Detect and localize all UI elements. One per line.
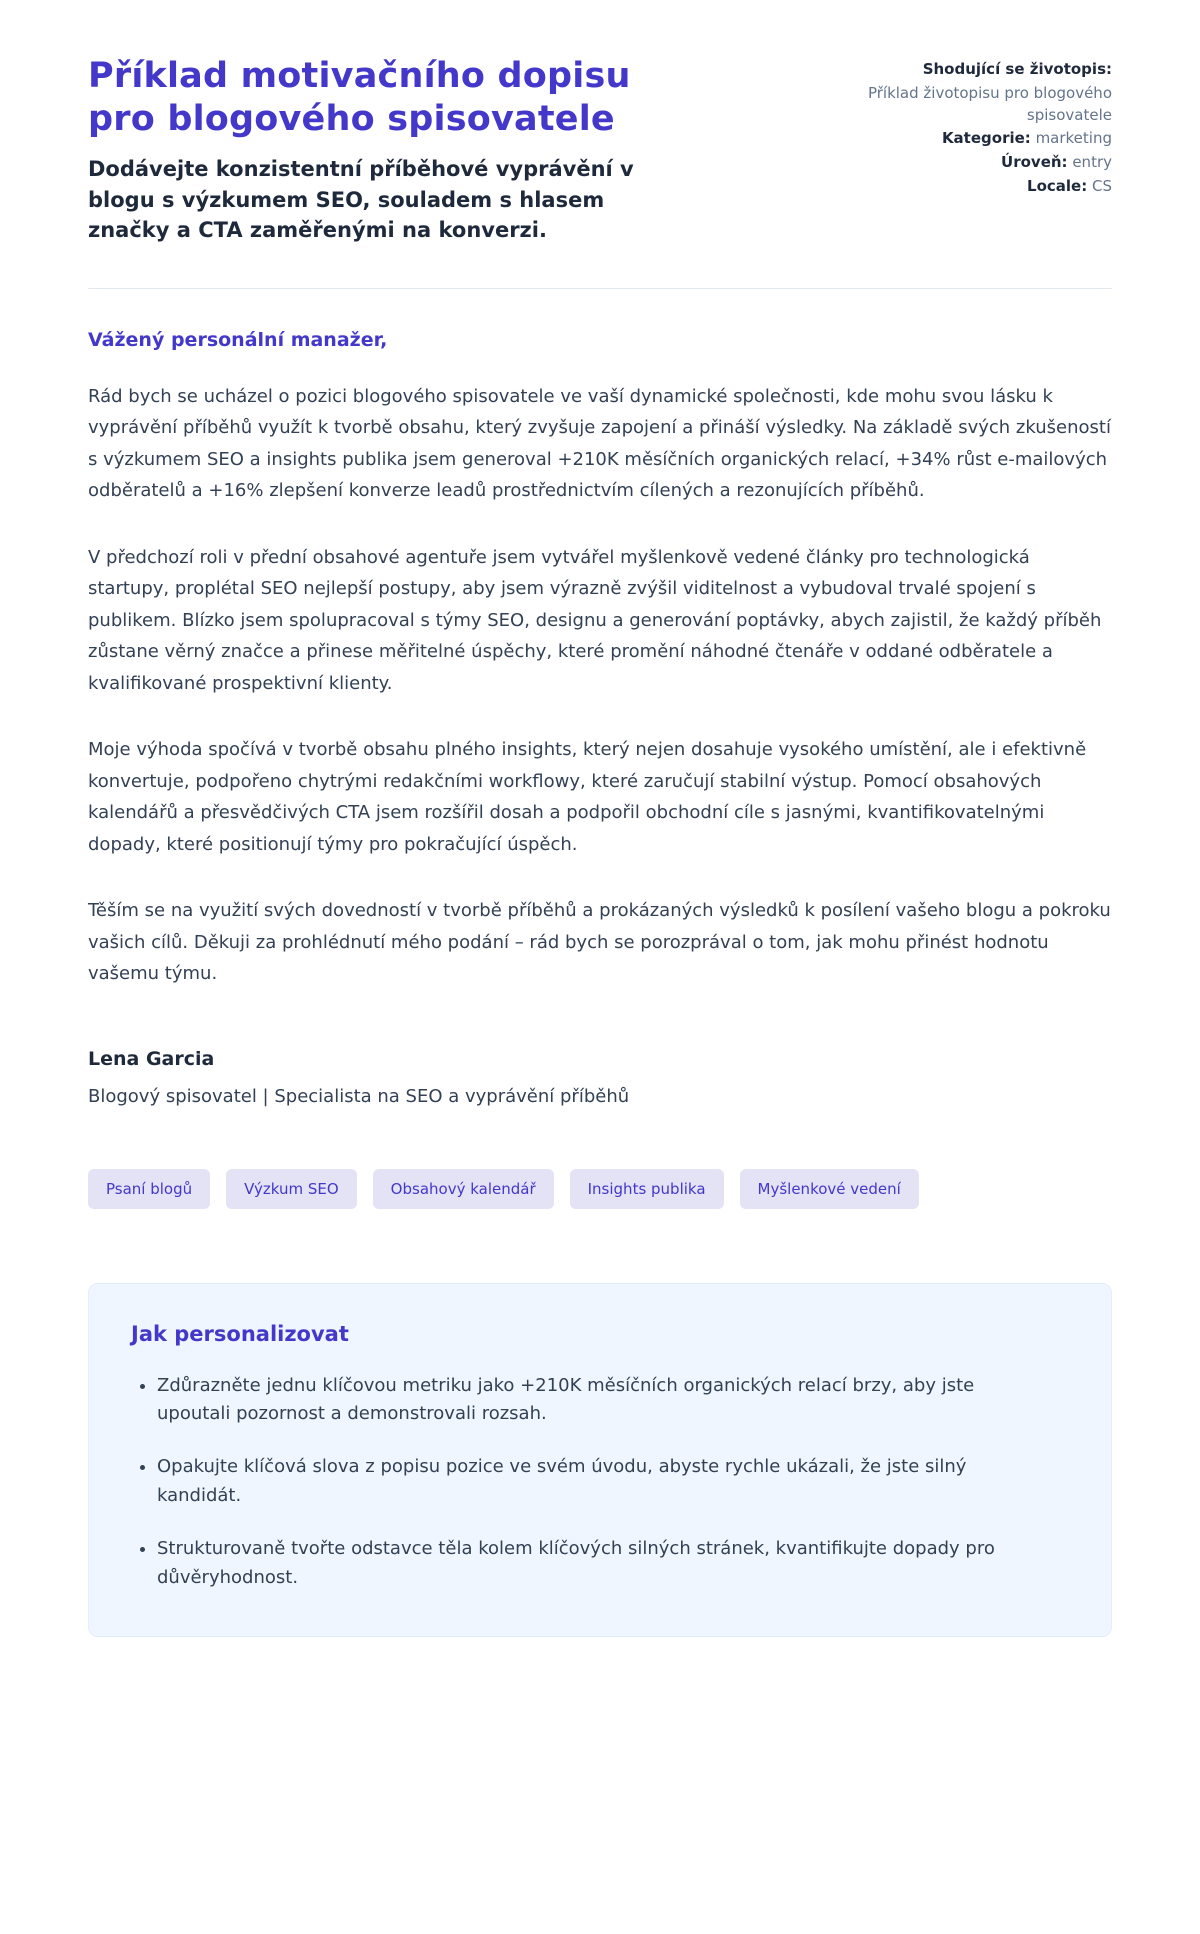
- personalization-tips-box: [88, 1283, 1112, 1638]
- letter-paragraph: V předchozí roli v přední obsahové agentuře jsem vytvářel myšlenkově vedené články pro technologická startupy, proplétal SEO nejlepší postupy, aby jsem výrazně zvýšil viditelnost a vybudoval trvalé spojení s publikem. Blízko jsem spolupracoval s týmy SEO, designu a generování poptávky, abych zajistil, že každý příběh zůstane věrný značce a přinese měřitelné úspěchy, které promění náhodné čtenáře v oddané odběratele a kvalifikované prospektivní klienty.: [88, 546, 1102, 694]
- letter-paragraph: Moje výhoda spočívá v tvorbě obsahu plného insights, který nejen dosahuje vysokého umístění, ale i efektivně konvertuje, podpořeno chytrými redakčními workflowy, které zaručují stabilní výstup. Pomocí obsahových kalendářů a přesvědčivých CTA jsem rozšířil dosah a podpořil obchodní cíle s jasnými, kvantifikovatelnými dopady, které positionují týmy pro pokračující úspěch.: [88, 739, 1087, 855]
- tip-item: • Opakujte klíčová slova z popisu pozice ve svém úvodu, abyste rychle ukázali, že jste silný kandidát.: [157, 1453, 1017, 1511]
- matching-resume-label: Shodující se životopis:: [922, 60, 1112, 78]
- tips-title: Jak personalizovat: [131, 1321, 349, 1346]
- matching-resume-value: Příklad životopisu pro blogového spisovatele: [867, 83, 1112, 124]
- letter-body: [88, 329, 1112, 1107]
- level-value: entry: [1072, 153, 1112, 171]
- tag-audience-insights[interactable]: Insights publika: [570, 1169, 724, 1209]
- letter-paragraph: Těším se na využití svých dovedností v tvorbě příběhů a prokázaných výsledků k posílení vašeho blogu a pokroku vašich cílů. Děkuji za prohlédnutí mého podání – rád bych se porozprával o tom, jak mohu přinést hodnotu vašemu týmu.: [88, 900, 1111, 985]
- signature-name: Lena Garcia: [88, 1047, 215, 1070]
- locale-label: Locale:: [1027, 176, 1088, 195]
- tag-thought-leadership[interactable]: Myšlenkové vedení: [740, 1169, 919, 1209]
- tag-seo-research[interactable]: Výzkum SEO: [226, 1169, 357, 1209]
- signature-role: Blogový spisovatel | Specialista na SEO a vyprávění příběhů: [88, 1085, 630, 1107]
- tip-item: • Zdůrazněte jednu klíčovou metriku jako +210K měsíčních organických relací brzy, aby jste upoutali pozornost a demonstrovali rozsah.: [157, 1372, 1017, 1430]
- tip-item: • Strukturovaně tvořte odstavce těla kolem klíčových silných stránek, kvantifikujte dopady pro důvěryhodnost.: [157, 1535, 1017, 1593]
- category-row: [812, 128, 1112, 150]
- letter-paragraph: Rád bych se ucházel o pozici blogového spisovatele ve vaší dynamické společnosti, kde mohu svou lásku k vyprávění příběhů využít k tvorbě obsahu, který zvyšuje zapojení a přináší výsledky. Na základě svých zkušeností s výzkumem SEO a insights publika jsem generoval +210K měsíčních organických relací, +34% růst e-mailových odběratelů a +16% zlepšení konverze leadů prostřednictvím cílených a rezonujících příběhů.: [88, 385, 1111, 502]
- page-subtitle: Dodávejte konzistentní příběhové vyprávění v blogu s výzkumem SEO, souladem s hlasem značky a CTA zaměřenými na konverzi.: [88, 157, 634, 243]
- page-header: [88, 55, 1112, 246]
- level-row: [812, 152, 1112, 174]
- locale-row: [812, 176, 1112, 198]
- letter-greeting: Vážený personální manažer,: [88, 328, 388, 351]
- header-divider: [88, 288, 1112, 289]
- tag-content-calendar[interactable]: Obsahový kalendář: [373, 1169, 554, 1209]
- page-title: Příklad motivačního dopisu pro blogového spisovatele: [88, 56, 631, 139]
- category-value: marketing: [1035, 129, 1112, 148]
- locale-value: CS: [1092, 176, 1112, 195]
- skill-tags: [88, 1169, 1112, 1209]
- header-title-block: [88, 55, 678, 246]
- category-label: Kategorie:: [941, 129, 1031, 148]
- tag-blog-writing[interactable]: Psaní blogů: [88, 1169, 210, 1209]
- header-meta: [812, 55, 1112, 200]
- level-label: Úroveň:: [1001, 153, 1068, 171]
- tips-list: [131, 1372, 1069, 1593]
